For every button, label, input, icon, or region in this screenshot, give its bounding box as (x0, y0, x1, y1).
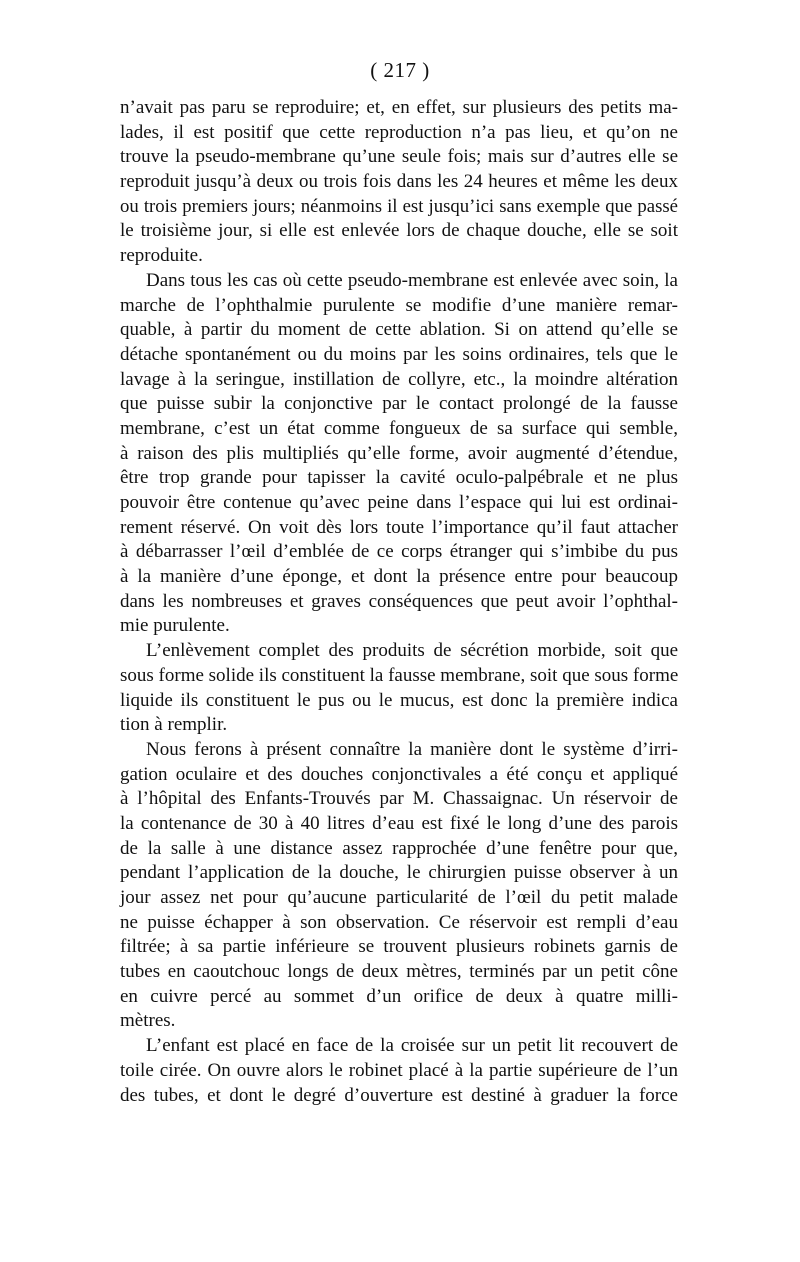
body-text (120, 96, 678, 1108)
paragraph (120, 269, 678, 639)
text-line: mie purulente. (120, 615, 230, 637)
text-line: trouve la pseudo-membrane qu’une seule fois; mais sur d’autres elle se (120, 146, 678, 168)
text-line: dans les nombreuses et graves conséquences que peut avoir l’ophthal- (120, 590, 678, 612)
text-line: Dans tous les cas où cette pseudo-membrane est enlevée avec soin, la (146, 269, 678, 291)
page-number: ( 217 ) (370, 58, 430, 82)
text-line: à l’hôpital des Enfants-Trouvés par M. Chassaignac. Un réservoir de (120, 788, 678, 810)
text-line: reproduit jusqu’à deux ou trois fois dans les 24 heures et même les deux (120, 171, 678, 193)
paragraph (120, 96, 678, 269)
text-line: ou trois premiers jours; néanmoins il est jusqu’ici sans exemple que passé (120, 195, 678, 217)
text-line: ne puisse échapper à son observation. Ce réservoir est rempli d’eau (120, 911, 678, 933)
text-line: rement réservé. On voit dès lors toute l’importance qu’il faut attacher (120, 516, 678, 538)
text-line: être trop grande pour tapisser la cavité oculo-palpébrale et ne plus (120, 467, 678, 489)
paragraph (120, 1034, 678, 1108)
text-line: n’avait pas paru se reproduire; et, en effet, sur plusieurs des petits ma- (120, 97, 678, 118)
text-line: lades, il est positif que cette reproduction n’a pas lieu, et qu’on ne (120, 121, 678, 143)
text-line: mètres. (120, 1010, 176, 1032)
text-line: à raison des plis multipliés qu’elle forme, avoir augmenté d’étendue, (120, 442, 678, 464)
text-line: gation oculaire et des douches conjonctivales a été conçu et appliqué (120, 763, 678, 785)
text-line: sous forme solide ils constituent la fausse membrane, soit que sous forme (120, 664, 679, 686)
text-line: lavage à la seringue, instillation de collyre, etc., la moindre altération (120, 368, 678, 390)
text-line: pendant l’application de la douche, le chirurgien puisse observer à un (120, 862, 678, 884)
text-line: pouvoir être contenue qu’avec peine dans l’espace qui lui est ordinai- (120, 492, 678, 513)
text-line: à la manière d’une éponge, et dont la présence entre pour beaucoup (120, 566, 678, 588)
paragraph (120, 639, 678, 738)
text-line: L’enlèvement complet des produits de sécrétion morbide, soit que (146, 640, 678, 662)
text-line: le troisième jour, si elle est enlevée lors de chaque douche, elle se soit (120, 220, 678, 242)
text-line: Nous ferons à présent connaître la manière dont le système d’irri- (146, 738, 678, 760)
text-line: reproduite. (120, 245, 203, 267)
text-line: toile cirée. On ouvre alors le robinet placé à la partie supérieure de l’un (120, 1059, 678, 1081)
text-line: liquide ils constituent le pus ou le mucus, est donc la première indica (120, 689, 678, 711)
text-line: filtrée; à sa partie inférieure se trouvent plusieurs robinets garnis de (120, 936, 678, 958)
paragraph (120, 738, 678, 1034)
text-line: de la salle à une distance assez rapprochée d’une fenêtre pour que, (120, 837, 678, 859)
text-line: tubes en caoutchouc longs de deux mètres, terminés par un petit cône (120, 961, 678, 983)
text-line: la contenance de 30 à 40 litres d’eau est fixé le long d’une des parois (120, 812, 678, 834)
text-line: quable, à partir du moment de cette ablation. Si on attend qu’elle se (120, 319, 678, 341)
text-line: jour assez net pour qu’aucune particularité de l’œil du petit malade (120, 887, 678, 908)
text-line: à débarrasser l’œil d’emblée de ce corps étranger qui s’imbibe du pus (120, 541, 678, 563)
text-line: membrane, c’est un état comme fongueux de sa surface qui semble, (120, 417, 678, 439)
text-line: des tubes, et dont le degré d’ouverture est destiné à graduer la force (120, 1084, 678, 1106)
text-line: en cuivre percé au sommet d’un orifice de deux à quatre milli- (120, 985, 678, 1007)
text-line: L’enfant est placé en face de la croisée sur un petit lit recouvert de (146, 1035, 678, 1057)
text-line: que puisse subir la conjonctive par le contact prolongé de la fausse (120, 393, 678, 415)
text-line: détache spontanément ou du moins par les soins ordinaires, tels que le (120, 343, 678, 365)
text-line: tion à remplir. (120, 714, 228, 736)
text-line: marche de l’ophthalmie purulente se modifie d’une manière remar- (120, 294, 678, 316)
